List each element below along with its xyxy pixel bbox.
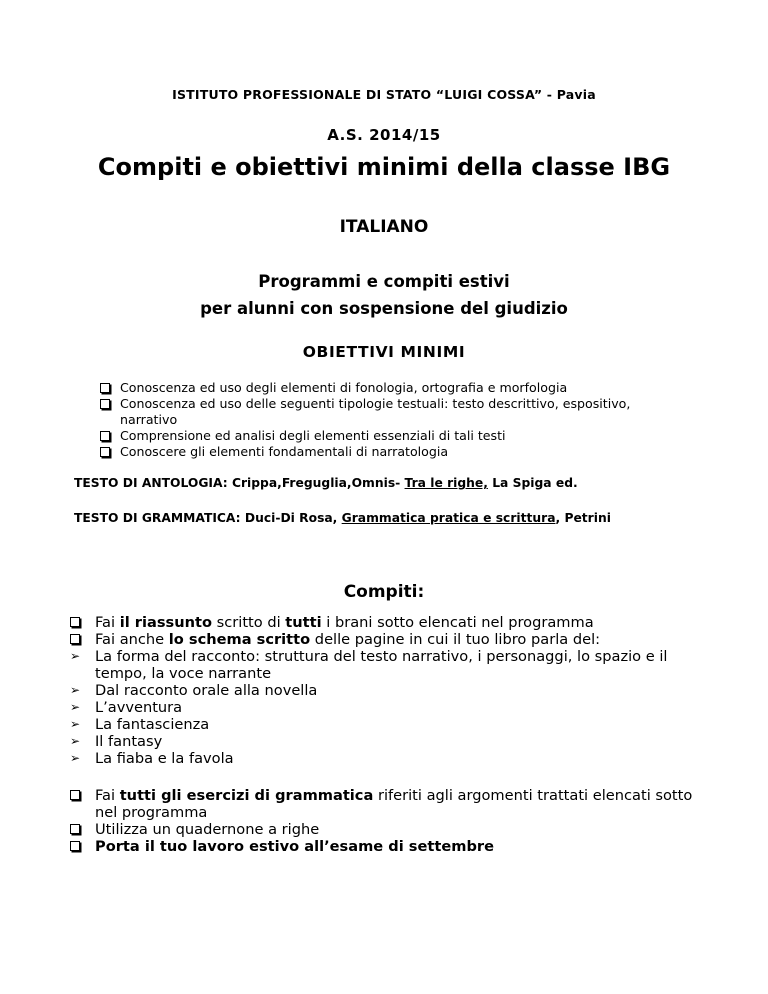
checkbox-bullet-icon — [100, 429, 110, 445]
arrow-bullet-icon: ➢ — [70, 649, 81, 663]
list-item: Comprensione ed analisi degli elementi essenziali di tali testi — [100, 428, 660, 444]
arrow-bullet-icon: ➢ — [70, 717, 81, 731]
tasks-list — [70, 614, 710, 767]
list-item: ➢ Il fantasy — [70, 733, 163, 750]
checkbox-bullet-icon — [70, 631, 80, 649]
antologia-book-title: Tra le righe, — [404, 476, 488, 490]
school-year: A.S. 2014/15 — [327, 126, 441, 144]
list-item: Fai anche lo schema scritto delle pagine in cui il tuo libro parla del: — [70, 631, 710, 648]
checkbox-bullet-icon — [70, 787, 80, 805]
arrow-bullet-icon: ➢ — [70, 683, 81, 697]
page-title: Compiti e obiettivi minimi della classe IBG — [97, 153, 671, 181]
arrow-bullet-icon: ➢ — [70, 734, 81, 748]
objectives-title: OBIETTIVI MINIMI — [302, 343, 466, 361]
list-item: Conoscenza ed uso delle seguenti tipologie testuali: testo descrittivo, espositivo, narrativo — [100, 396, 660, 428]
list-item: Conoscere gli elementi fondamentali di narratologia — [100, 444, 660, 460]
list-item: Porta il tuo lavoro estivo all’esame di settembre — [70, 838, 710, 855]
checkbox-bullet-icon — [70, 838, 80, 856]
objectives-list — [100, 380, 660, 460]
list-item: ➢ L’avventura — [70, 699, 183, 716]
arrow-bullet-icon: ➢ — [70, 700, 81, 714]
list-item: Fai tutti gli esercizi di grammatica riferiti agli argomenti trattati elencati sotto nel programma — [70, 787, 710, 821]
list-item: Fai il riassunto scritto di tutti i brani sotto elencati nel programma — [70, 614, 710, 631]
list-item: ➢ La fiaba e la favola — [70, 750, 234, 767]
program-title-line-1: Programmi e compiti estivi — [258, 272, 510, 291]
checkbox-bullet-icon — [70, 614, 80, 632]
school-name: ISTITUTO PROFESSIONALE DI STATO “LUIGI COSSA” - Pavia — [172, 87, 596, 102]
list-item: ➢ Dal racconto orale alla novella — [70, 682, 318, 699]
grammatica-book-title: Grammatica pratica e scrittura — [341, 511, 556, 525]
checkbox-bullet-icon — [100, 381, 110, 397]
grammatica-textbook: TESTO DI GRAMMATICA: Duci-Di Rosa, Grammatica pratica e scrittura, Petrini — [74, 511, 611, 525]
list-item: ➢ La fantascienza — [70, 716, 210, 733]
list-item: Utilizza un quadernone a righe — [70, 821, 710, 838]
tasks-title: Compiti: — [343, 582, 425, 602]
arrow-bullet-icon: ➢ — [70, 751, 81, 765]
subject-title: ITALIANO — [339, 217, 429, 237]
list-item: ➢ La forma del racconto: struttura del testo narrativo, i personaggi, lo spazio e il tempo, la voce narrante — [70, 648, 668, 682]
program-title-line-2: per alunni con sospensione del giudizio — [200, 299, 568, 318]
list-item: Conoscenza ed uso degli elementi di fonologia, ortografia e morfologia — [100, 380, 660, 396]
checkbox-bullet-icon — [100, 445, 110, 461]
tasks-list-2 — [70, 787, 710, 855]
checkbox-bullet-icon — [70, 821, 80, 839]
antologia-textbook: TESTO DI ANTOLOGIA: Crippa,Freguglia,Omnis- Tra le righe, La Spiga ed. — [74, 476, 578, 490]
checkbox-bullet-icon — [100, 397, 110, 413]
